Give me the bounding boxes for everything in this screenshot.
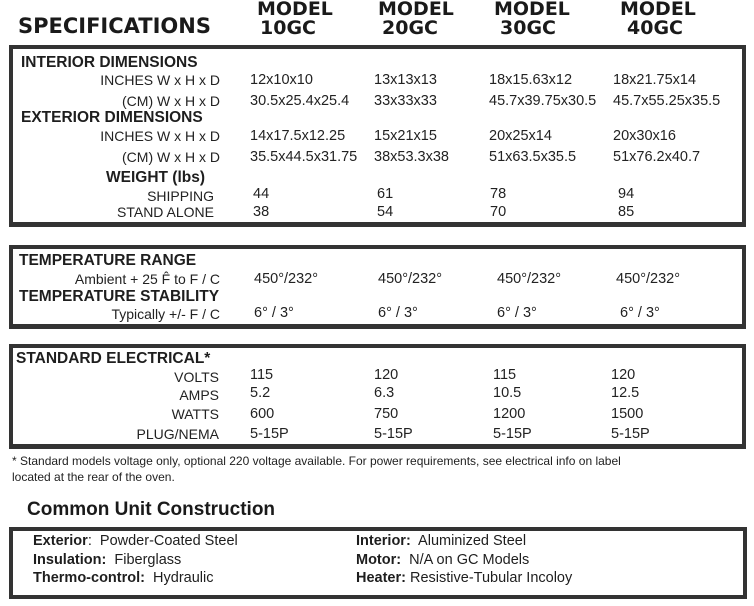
amps-label: AMPS: [179, 387, 219, 403]
exterior-inches-10gc: 14x17.5x12.25: [250, 128, 346, 144]
stand-alone-40gc: 85: [618, 204, 635, 220]
interior-cm-40gc: 45.7x55.25x35.5: [613, 93, 721, 109]
amps-20gc: 6.3: [374, 385, 395, 401]
model-header-20gc: [378, 0, 454, 38]
shipping-30gc: 78: [490, 186, 507, 202]
construction-value: Hydraulic: [153, 570, 214, 586]
interior-cm-30gc: 45.7x39.75x30.5: [489, 93, 597, 109]
footnote-line-2: located at the rear of the oven.: [12, 470, 175, 484]
construction-interior: [356, 533, 526, 549]
construction-motor: [356, 552, 529, 568]
footnote: [12, 453, 621, 485]
exterior-inches-40gc: 20x30x16: [613, 128, 676, 144]
construction-value: Powder-Coated Steel: [99, 533, 238, 549]
plug-nema-40gc: 5-15P: [611, 426, 650, 442]
shipping-10gc: 44: [253, 186, 270, 202]
construction-key: Interior:: [356, 533, 411, 549]
construction-value: Fiberglass: [114, 552, 182, 568]
watts-10gc: 600: [250, 406, 275, 422]
volts-20gc: 120: [374, 367, 399, 383]
temperature-range-10gc: 450°/232°: [254, 271, 319, 287]
watts-20gc: 750: [374, 406, 399, 422]
model-code: 20GC: [382, 17, 438, 39]
temperature-range-label: Ambient + 25 F̂ to F / C: [74, 271, 220, 287]
model-code: 30GC: [500, 17, 556, 39]
construction-key: Insulation:: [33, 552, 107, 568]
interior-inches-label: INCHES W x H x D: [100, 72, 220, 88]
interior-cm-10gc: 30.5x25.4x25.4: [250, 93, 350, 109]
stand-alone-30gc: 70: [490, 204, 507, 220]
temperature-range-20gc: 450°/232°: [378, 271, 443, 287]
amps-10gc: 5.2: [250, 385, 271, 401]
exterior-cm-label: (CM) W x H x D: [122, 149, 220, 165]
temperature-range-heading: TEMPERATURE RANGE: [19, 252, 197, 269]
interior-cm-20gc: 33x33x33: [374, 93, 437, 109]
temperature-stability-20gc: 6° / 3°: [378, 305, 418, 321]
shipping-40gc: 94: [618, 186, 635, 202]
exterior-cm-20gc: 38x53.3x38: [374, 149, 449, 165]
volts-label: VOLTS: [174, 369, 219, 385]
weight-heading: WEIGHT (lbs): [106, 169, 206, 186]
construction-heading: Common Unit Construction: [27, 499, 276, 520]
exterior-cm-40gc: 51x76.2x40.7: [613, 149, 701, 165]
construction-heater: [356, 570, 572, 586]
electrical-heading: STANDARD ELECTRICAL*: [16, 350, 211, 367]
volts-30gc: 115: [493, 367, 517, 383]
interior-dimensions-heading: INTERIOR DIMENSIONS: [21, 54, 198, 71]
interior-inches-30gc: 18x15.63x12: [489, 72, 573, 88]
plug-nema-10gc: 5-15P: [250, 426, 289, 442]
model-label: MODEL: [494, 0, 570, 20]
model-code: 10GC: [260, 17, 316, 39]
construction-value: Aluminized Steel: [418, 533, 527, 549]
plug-nema-30gc: 5-15P: [493, 426, 532, 442]
plug-nema-20gc: 5-15P: [374, 426, 413, 442]
model-header-10gc: [257, 0, 333, 38]
temperature-range-40gc: 450°/232°: [616, 271, 681, 287]
model-label: MODEL: [378, 0, 454, 20]
stand-alone-label: STAND ALONE: [117, 204, 214, 220]
volts-10gc: 115: [250, 367, 274, 383]
construction-value: Resistive-Tubular Incoloy: [410, 570, 573, 586]
model-label: MODEL: [620, 0, 696, 20]
model-label: MODEL: [257, 0, 333, 20]
model-header-40gc: [620, 0, 696, 38]
construction-key: Motor:: [356, 552, 402, 568]
exterior-inches-label: INCHES W x H x D: [100, 128, 220, 144]
watts-label: WATTS: [171, 406, 219, 422]
construction-insulation: [33, 552, 181, 568]
interior-inches-10gc: 12x10x10: [250, 72, 313, 88]
page-title: SPECIFICATIONS: [18, 14, 211, 38]
interior-cm-label: (CM) W x H x D: [122, 93, 220, 109]
model-code: 40GC: [627, 17, 683, 39]
construction-value: N/A on GC Models: [409, 552, 530, 568]
construction-exterior: Exterior: Powder-Coated Steel: [33, 533, 238, 549]
shipping-20gc: 61: [377, 186, 394, 202]
stand-alone-20gc: 54: [377, 204, 394, 220]
exterior-cm-30gc: 51x63.5x35.5: [489, 149, 577, 165]
stand-alone-10gc: 38: [253, 204, 270, 220]
watts-40gc: 1500: [611, 406, 644, 422]
exterior-dimensions-heading: EXTERIOR DIMENSIONS: [21, 109, 203, 126]
interior-inches-40gc: 18x21.75x14: [613, 72, 697, 88]
footnote-line-1: * Standard models voltage only, optional 220 voltage available. For power requirements, see electrical info on label: [12, 454, 621, 468]
watts-30gc: 1200: [493, 406, 526, 422]
exterior-inches-30gc: 20x25x14: [489, 128, 552, 144]
construction-key: Heater:: [356, 570, 406, 586]
temperature-stability-40gc: 6° / 3°: [620, 305, 660, 321]
exterior-inches-20gc: 15x21x15: [374, 128, 437, 144]
temperature-stability-heading: TEMPERATURE STABILITY: [19, 288, 220, 305]
construction-thermo-control: [33, 570, 213, 586]
construction-key: Exterior: [33, 533, 88, 549]
model-header-30gc: [494, 0, 570, 38]
amps-40gc: 12.5: [611, 385, 640, 401]
temperature-stability-10gc: 6° / 3°: [254, 305, 294, 321]
exterior-cm-10gc: 35.5x44.5x31.75: [250, 149, 358, 165]
plug-nema-label: PLUG/NEMA: [136, 426, 219, 442]
temperature-range-30gc: 450°/232°: [497, 271, 562, 287]
temperature-stability-label: Typically +/- F / C: [111, 306, 220, 322]
construction-key: Thermo-control:: [33, 570, 145, 586]
amps-30gc: 10.5: [493, 385, 522, 401]
shipping-label: SHIPPING: [147, 188, 214, 204]
temperature-stability-30gc: 6° / 3°: [497, 305, 537, 321]
interior-inches-20gc: 13x13x13: [374, 72, 437, 88]
volts-40gc: 120: [611, 367, 636, 383]
